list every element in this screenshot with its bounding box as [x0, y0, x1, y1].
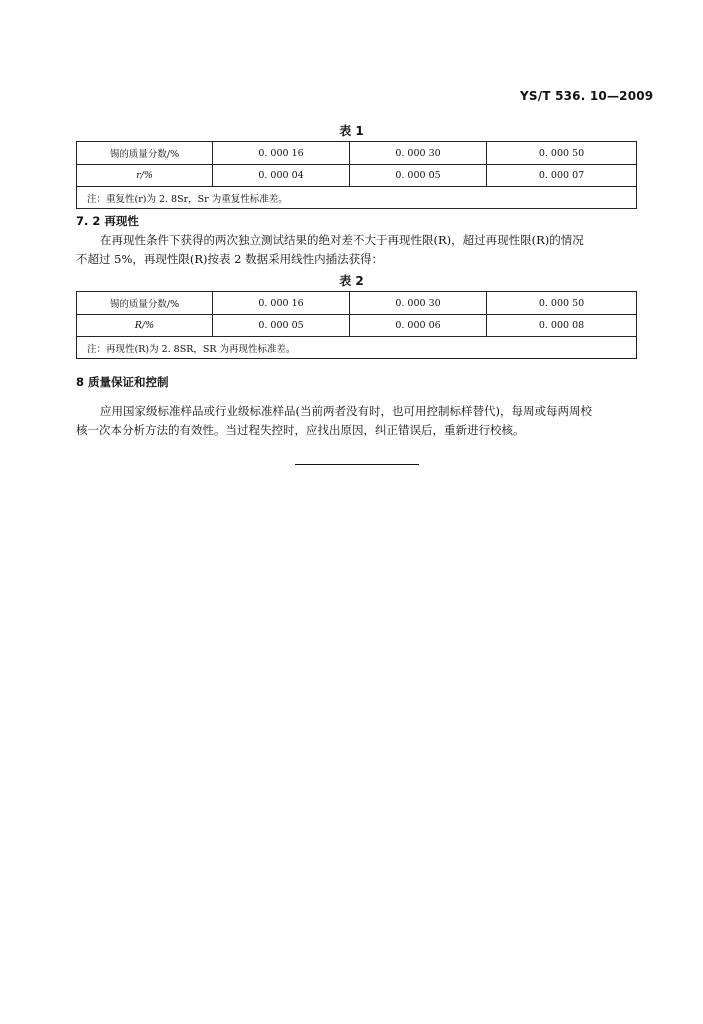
table-cell: 0. 000 05 [213, 315, 350, 337]
table-cell: r/% [77, 165, 213, 187]
table-cell: 锡的质量分数/% [77, 292, 213, 315]
table-cell: 0. 000 50 [487, 292, 637, 315]
section-8-heading: 8 质量保证和控制 [76, 375, 169, 389]
table-cell: 0. 000 04 [213, 165, 350, 187]
table-note-row [77, 187, 637, 209]
table-cell: 0. 000 50 [487, 142, 637, 165]
table-note-row [77, 337, 637, 359]
table1-note: 注：重复性(r)为 2. 8Sr，Sr 为重复性标准差。 [77, 187, 637, 209]
table1 [76, 141, 637, 209]
standard-code: YS/T 536. 10—2009 [520, 89, 654, 103]
table2 [76, 291, 637, 359]
section-7-2-paragraph: 在再现性条件下获得的两次独立测试结果的绝对差不大于再现性限(R)，超过再现性限(R)的情况 不超过 5%，再现性限(R)按表 2 数据采用线性内插法获得： [76, 233, 584, 266]
table2-caption: 表 2 [339, 274, 364, 288]
table-cell: R/% [77, 315, 213, 337]
table-cell: 0. 000 30 [350, 142, 487, 165]
table-cell: 0. 000 05 [350, 165, 487, 187]
end-rule [295, 464, 419, 465]
table-cell: 0. 000 16 [213, 142, 350, 165]
table-row [77, 165, 637, 187]
table2-note: 注：再现性(R)为 2. 8SR，SR 为再现性标准差。 [77, 337, 637, 359]
table-cell: 0. 000 07 [487, 165, 637, 187]
table-cell: 0. 000 16 [213, 292, 350, 315]
table-row [77, 292, 637, 315]
table-cell: 0. 000 06 [350, 315, 487, 337]
table-row [77, 142, 637, 165]
table-cell: 0. 000 08 [487, 315, 637, 337]
section-8-paragraph: 应用国家级标准样品或行业级标准样品(当前两者没有时，也可用控制标样替代)，每周或每两周校 核一次本分析方法的有效性。当过程失控时，应找出原因，纠正错误后，重新进行校核。 [76, 404, 592, 437]
table-cell: 锡的质量分数/% [77, 142, 213, 165]
table-cell: 0. 000 30 [350, 292, 487, 315]
section-7-2-heading: 7. 2 再现性 [76, 214, 139, 228]
table1-caption: 表 1 [339, 124, 364, 138]
table-row [77, 315, 637, 337]
